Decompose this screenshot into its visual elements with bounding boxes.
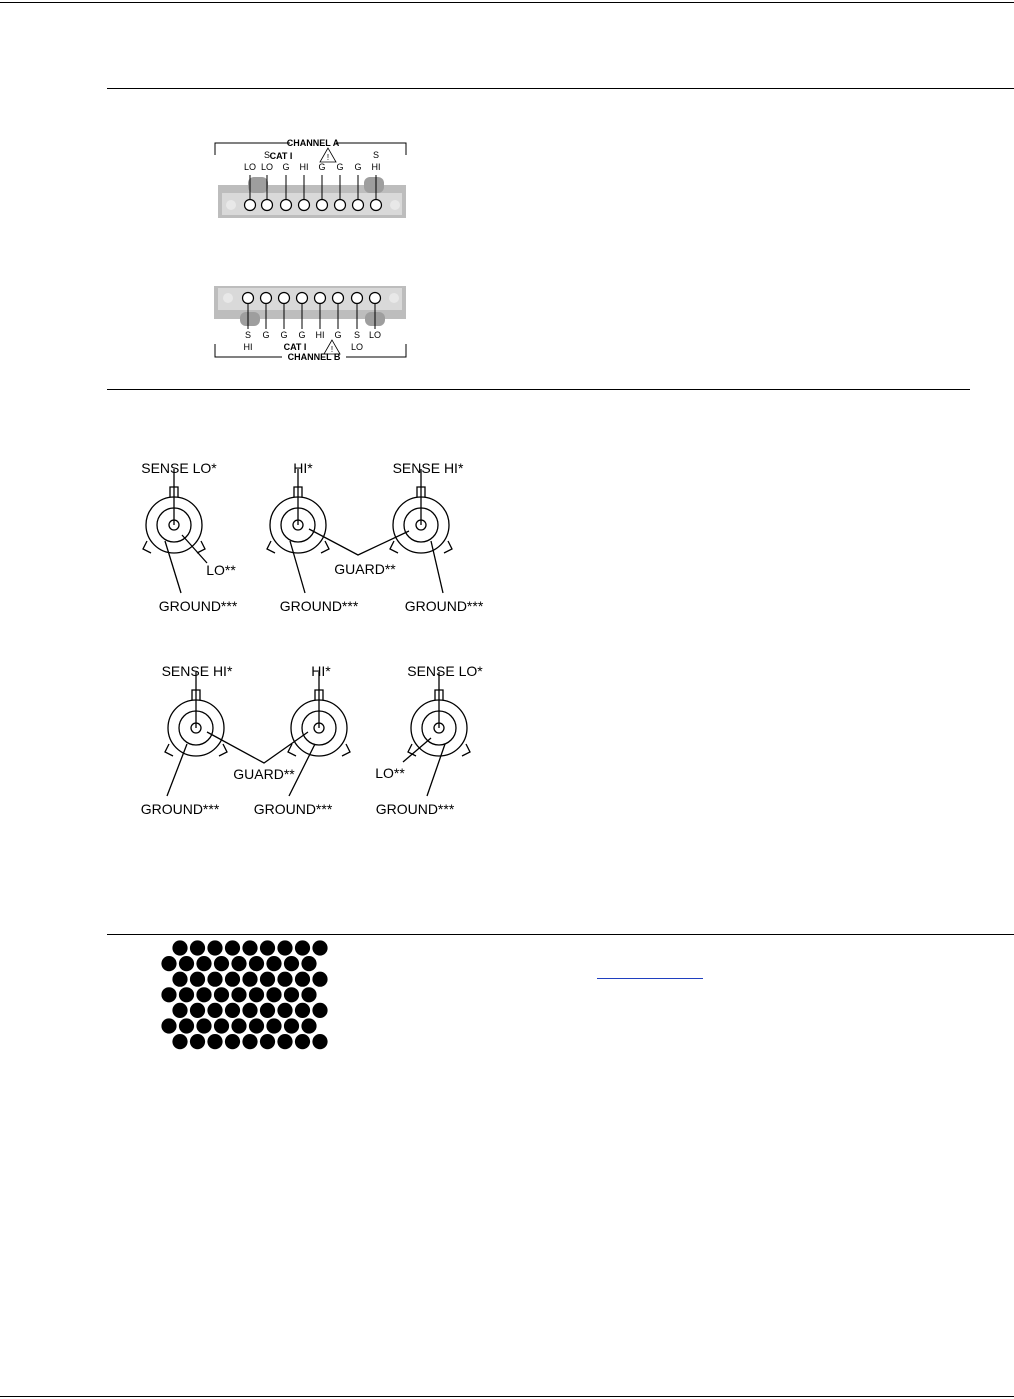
vent-hole [312,1003,327,1018]
vent-hole [312,1034,327,1049]
warning-symbol: ! [330,345,334,354]
pin-label: G [298,330,306,340]
vent-hole [295,940,310,955]
vent-hole [260,1003,275,1018]
vent-hole [225,972,240,987]
vent-hole [277,1034,292,1049]
vent-hole [277,940,292,955]
vent-hole [242,972,257,987]
vent-hole [172,1003,187,1018]
pin-label: S [372,150,380,160]
vent-hole [196,1018,211,1033]
vent-hole [260,940,275,955]
vent-hole [207,972,222,987]
vent-hole [196,956,211,971]
section-rule-1 [107,88,1014,89]
vent-hole [295,1003,310,1018]
vent-hole [172,940,187,955]
pin-label: G [318,162,326,172]
vent-hole [301,987,316,1002]
vent-hole [242,940,257,955]
label-sense-lo: SENSE LO* [407,663,483,679]
vent-hole [295,1034,310,1049]
vent-hole [260,972,275,987]
label-ground: GROUND*** [279,598,359,614]
vent-hole [172,972,187,987]
vent-hole [249,987,264,1002]
pin-label: G [282,162,290,172]
warning-symbol: ! [326,153,330,162]
vent-hole [225,1003,240,1018]
vent-hole [312,972,327,987]
channel-b-cat-label: CAT I [283,342,307,352]
triax-diagram-a [125,455,505,620]
vent-hole [277,1003,292,1018]
vent-hole [284,987,299,1002]
label-ground: GROUND*** [158,598,238,614]
vent-hole [301,1018,316,1033]
vent-hole [242,1034,257,1049]
label-lo: LO** [206,562,236,578]
vent-hole [260,1034,275,1049]
label-sense-hi: SENSE HI* [392,460,464,476]
vent-hole [190,1003,205,1018]
pin-label: G [262,330,270,340]
vent-hole [242,1003,257,1018]
vent-hole [301,956,316,971]
vent-hole-grid [160,938,326,1053]
bottom-rule [0,1396,1014,1397]
vent-hole [190,1034,205,1049]
vent-hole [284,1018,299,1033]
vent-hole [161,956,176,971]
pin-label: G [354,162,362,172]
label-ground: GROUND*** [253,801,333,817]
pin-label: G [280,330,288,340]
vent-hole [312,940,327,955]
label-guard: GUARD** [233,766,295,782]
vent-hole [207,1003,222,1018]
vent-hole [179,987,194,1002]
vent-hole [196,987,211,1002]
vent-hole [207,1034,222,1049]
pin-label: LO [350,342,364,352]
pin-label: S [263,150,271,160]
vent-hole [225,940,240,955]
pin-label: LO [243,162,257,172]
label-ground: GROUND*** [140,801,220,817]
triax-diagram-b [125,658,505,823]
label-sense-hi: SENSE HI* [161,663,233,679]
channel-a-cat-label: CAT I [269,151,293,161]
channel-a-label: CHANNEL A [286,138,340,148]
vent-hole [284,956,299,971]
vent-hole [214,956,229,971]
pin-label: LO [260,162,274,172]
vent-hole [190,940,205,955]
section-rule-2 [107,389,970,390]
vent-hole [190,972,205,987]
section-rule-3 [107,934,1014,935]
pin-label: HI [243,342,253,352]
label-lo: LO** [375,765,405,781]
vent-hole [161,1018,176,1033]
vent-hole [179,1018,194,1033]
vent-hole [249,1018,264,1033]
vent-hole [172,1034,187,1049]
pin-label: LO [368,330,382,340]
vent-hole [231,987,246,1002]
channel-b-terminal-diagram [210,282,410,367]
vent-hole [277,972,292,987]
label-hi: HI* [293,460,313,476]
top-rule [0,2,1014,3]
channel-b-label: CHANNEL B [287,352,341,362]
pin-label: G [336,162,344,172]
pin-label: HI [299,162,309,172]
label-sense-lo: SENSE LO* [141,460,217,476]
vent-hole [249,956,264,971]
label-ground: GROUND*** [375,801,455,817]
vent-hole [207,940,222,955]
vent-hole [214,987,229,1002]
vent-hole [231,956,246,971]
pin-label: HI [371,162,381,172]
vent-hole [231,1018,246,1033]
pin-label: S [353,330,361,340]
pin-label: G [334,330,342,340]
vent-hole [295,972,310,987]
pin-label: HI [315,330,325,340]
label-guard: GUARD** [334,561,396,577]
pin-label: S [244,330,252,340]
vent-hole [225,1034,240,1049]
vent-hole [266,987,281,1002]
label-hi: HI* [311,663,331,679]
vent-hole [214,1018,229,1033]
label-ground: GROUND*** [404,598,484,614]
channel-a-terminal-diagram [210,135,410,225]
vent-hole [266,956,281,971]
vent-hole [161,987,176,1002]
vent-hole [179,956,194,971]
vent-hole [266,1018,281,1033]
hyperlink-underline[interactable] [597,978,703,979]
